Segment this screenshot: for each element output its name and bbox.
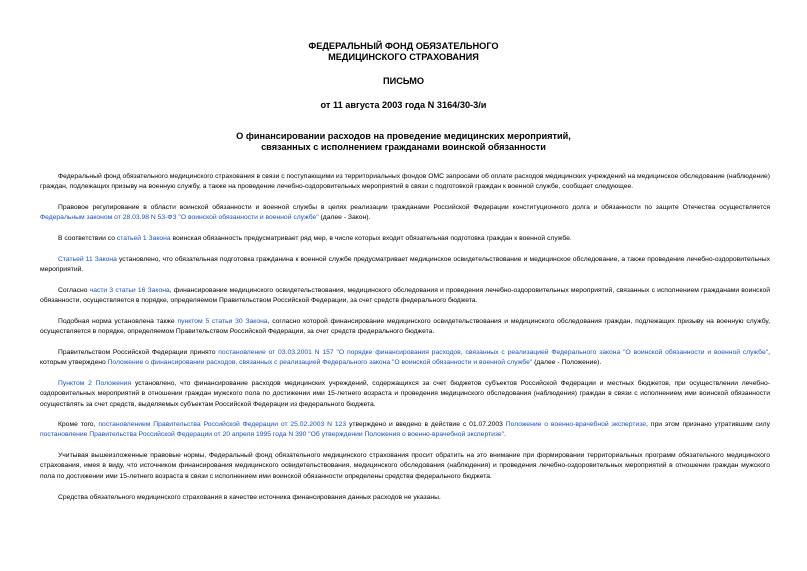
paragraph-10-text: Учитывая вышеизложенные правовые нормы, Федеральный фонд обязательного медицинского страхования просит обратить на это внимание при формировании территориальных программ обязательного медицинского страхования, имея в виду, что источником финансирования медицинского освидетельствования, медицинского обследования (наблюдения) и проведения лечебно-оздоровительных мероприятий в отношении граждан мужского пола по достижении ими 15-летнего возраста в связи с исполнением ими воинской обязанности определены средства федерального бюджета. (40, 452, 770, 480)
paragraph-9-text-c: , при этом признано утратившим силу (646, 421, 770, 428)
paragraph-2-text-a: Правовое регулирование в области воинской обязанности и военной службы в целях реализации гражданами Российской Федерации конституционного долга и обязанности по защите Отечества осуществляется (58, 204, 770, 211)
paragraph-3-text-a: В соответствии со (58, 235, 117, 242)
paragraph-8 (40, 379, 770, 410)
resolution-123-link[interactable]: постановлением Правительства Российской Федерации от 25.02.2003 N 123 (98, 421, 347, 428)
article-11-link[interactable]: Статьей 11 Закона (58, 256, 117, 263)
document-subject-line-2: связанных с исполнением гражданами воинской обязанности (261, 142, 546, 152)
paragraph-11 (40, 493, 770, 503)
resolution-157-link[interactable]: постановление от 03.03.2001 N 157 "О порядке финансирования расходов, связанных с реализацией Федерального закона "О воинской обязанности и военной службе" (218, 349, 769, 356)
paragraph-8-text: установлено, что финансирование расходов медицинских учреждений, содержащихся за счет бюджетов субъектов Российской Федерации и местных бюджетов, при осуществлении лечебно-оздоровительных мероприятий в отношении граждан мужского пола по достижении ими 15-летнего возраста и проведения медицинского обследования (наблюдения) граждан в связи с исполнением ими воинской обязанности осуществлять за счет средств, выделяемых субъектам Российской Федерации из федерального бюджета. (40, 380, 770, 408)
paragraph-7-text-b: , которым утверждено (40, 349, 770, 367)
paragraph-6-text-b: , согласно которой финансирование медицинского освидетельствования и медицинского обследования граждан, подлежащих призыву на военную службу, осуществляется в порядке, определяемом Правительством Российской Федерации, за счет средств федерального бюджета. (40, 318, 771, 336)
paragraph-10 (40, 451, 770, 482)
paragraph-11-text: Средства обязательного медицинского страхования в качестве источника финансирования данных расходов не указаны. (58, 494, 441, 501)
paragraph-5-text-a: Согласно (58, 287, 90, 294)
paragraph-2-text-b: (далее - Закон). (318, 214, 371, 222)
military-medical-expertise-regulation-link[interactable]: Положение о военно-врачебной экспертизе (505, 421, 647, 428)
regulation-item-2-link[interactable]: Пунктом 2 Положения (58, 380, 132, 387)
article-30-item-5-link[interactable]: пунктом 5 статьи 30 Закона (177, 318, 268, 325)
organization-name-line-2: МЕДИЦИНСКОГО СТРАХОВАНИЯ (328, 52, 479, 62)
paragraph-7-text-c: (далее - Положение). (532, 359, 602, 367)
paragraph-1-text: Федеральный фонд обязательного медицинского страхования в связи с поступающими из территориальных фондов ОМС запросами об оплате расходов медицинских учреждений на медицинское обследование (наблюдение) граждан, подлежащих призыву на военную службу, а также на проведение лечебно-оздоровительных мероприятий в связи с подготовкой граждан к военной службе, сообщает следующее. (40, 173, 770, 191)
paragraph-5-text-b: , финансирование медицинского освидетельствования, медицинского обследования и проведения лечебно-оздоровительных мероприятий, связанных с исполнением гражданами воинской обязанности, осуществляется в порядке, определяемом Правительством Российской Федерации, за счет средств федерального бюджета. (40, 287, 770, 305)
paragraph-9-text-b: утверждено и введено в действие с 01.07.2003 (346, 421, 506, 428)
paragraph-9-text-a: Кроме того, (58, 421, 99, 428)
paragraph-1 (40, 172, 770, 193)
financing-regulation-link[interactable]: Положение о финансировании расходов, связанных с реализацией Федерального закона "О воинской обязанности и военной службе" (107, 359, 533, 367)
paragraph-5 (40, 286, 770, 307)
article-1-link[interactable]: статьей 1 Закона (116, 235, 171, 242)
paragraph-7 (40, 348, 770, 369)
paragraph-9-text-d: . (504, 431, 506, 439)
paragraph-7-text-a: Правительством Российской Федерации принято (58, 349, 219, 356)
resolution-390-link[interactable]: постановление Правительства Российской Федерации от 20 апреля 1995 года N 390 "Об утверждении Положения о военно-врачебной экспертизе" (40, 431, 505, 439)
paragraph-2 (40, 203, 770, 224)
paragraph-9 (40, 420, 770, 441)
paragraph-3 (40, 234, 770, 244)
article-16-part-3-link[interactable]: части 3 статьи 16 Закона (89, 287, 170, 294)
document-type: ПИСЬМО (382, 76, 425, 86)
paragraph-4 (40, 255, 770, 276)
paragraph-3-text-b: воинская обязанность предусматривает ряд мер, в числе которых входит обязательная подготовка граждан к военной службе. (170, 235, 572, 242)
document-date-number: от 11 августа 2003 года N 3164/30-3/и (320, 100, 487, 110)
organization-name-line-1: ФЕДЕРАЛЬНЫЙ ФОНД ОБЯЗАТЕЛЬНОГО (308, 41, 499, 51)
paragraph-4-text: установлено, что обязательная подготовка гражданина к военной службе предусматривает медицинское освидетельствование и медицинское обследование, а также проведение лечебно-оздоровительных мероприятий. (40, 256, 770, 274)
document-subject-line-1: О финансировании расходов на проведение медицинских мероприятий, (236, 131, 571, 141)
paragraph-6-text-a: Подобная норма установлена также (58, 318, 178, 325)
paragraph-6 (40, 317, 770, 338)
federal-law-link[interactable]: Федеральным законом от 28.03.98 N 53-ФЗ "О воинской обязанности и военной службе" (40, 214, 319, 222)
